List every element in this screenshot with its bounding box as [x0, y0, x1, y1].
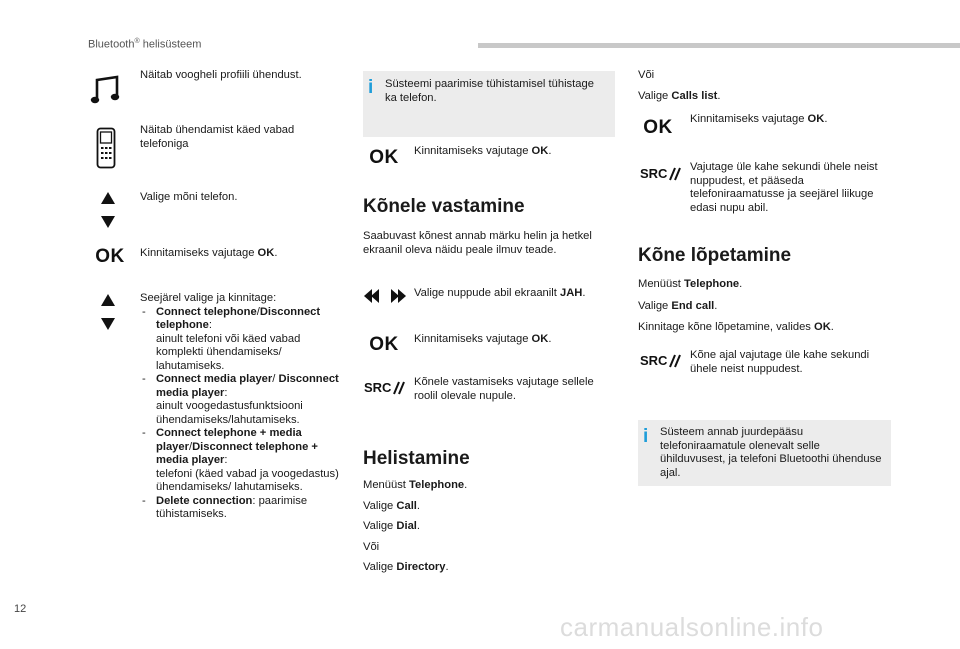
- up-down-arrows-icon: [98, 192, 118, 228]
- handsfree-text: Näitab ühendamist käed vabad telefoniga: [140, 124, 295, 150]
- ok-button-icon: OK: [95, 246, 125, 267]
- select-yes-text: Valige nuppude abil ekraanilt JAH.: [414, 287, 586, 299]
- watermark: carmanualsonline.info: [560, 612, 824, 642]
- steering-src-icon: SRC: [640, 352, 683, 368]
- calls-list-intro: Või Valige Calls list.: [638, 69, 721, 102]
- section-heading-call: Helistamine: [363, 448, 470, 469]
- answer-paragraph: Saabuvast kõnest annab märku helin ja hetkel ekraanil oleva näidu peale ilmuv teade.: [363, 230, 592, 256]
- ok-button-icon: OK: [369, 147, 399, 168]
- music-note-icon: [88, 72, 124, 108]
- up-down-arrows-icon: [98, 294, 118, 330]
- info-icon: i: [643, 426, 649, 447]
- confirm-ok-text: Kinnitamiseks vajutage OK.: [414, 333, 552, 345]
- end-call-button-text: Kõne ajal vajutage üle kahe sekundi ühele neist nuppudest.: [690, 349, 870, 375]
- ok-button-icon: OK: [369, 334, 399, 355]
- header-bar: [478, 43, 960, 48]
- steering-src-icon: SRC: [364, 379, 407, 395]
- answer-button-text: Kõnele vastamiseks vajutage sellele roolil olevale nupule.: [414, 376, 594, 402]
- steering-src-icon: SRC: [640, 165, 683, 181]
- confirm-ok-text: Kinnitamiseks vajutage OK.: [414, 145, 552, 157]
- section-heading-answer: Kõnele vastamine: [363, 196, 525, 217]
- info-note: [363, 71, 615, 137]
- select-phone-text: Valige mõni telefon.: [140, 191, 238, 203]
- connection-options: Seejärel valige ja kinnitage: - Connect telephone/Disconnect telephone: ainult telefoni või käed vabad komplekti ühendamiseks/ lahutamiseks. - Connect media player/ Disconnect media player: ainult voogedastusfunktsiooni ühendamiseks/lahutamiseks. - Connect telephone + media player/Disconnect telephone + media player: telefoni (käed vabad ja voogedastus) ühendamiseks/ lahutamiseks. - Delete connection: paarimise tühistamiseks.: [140, 292, 340, 522]
- running-header: Bluetooth® helisüsteem: [88, 38, 202, 51]
- ok-button-icon: OK: [643, 117, 673, 138]
- mobile-phone-icon: [94, 126, 118, 170]
- section-heading-end-call: Kõne lõpetamine: [638, 245, 792, 266]
- list-item: - Connect telephone + media player/Disconnect telephone + media player: telefoni (käed vabad ja voogedastus) ühendamiseks/ lahutamiseks.: [140, 427, 340, 495]
- confirm-ok-text: Kinnitamiseks vajutage OK.: [140, 247, 278, 259]
- call-instructions: Menüüst Telephone. Valige Call. Valige Dial. Või Valige Directory.: [363, 479, 468, 573]
- confirm-ok-text: Kinnitamiseks vajutage OK.: [690, 113, 828, 125]
- page-number: 12: [14, 603, 27, 615]
- left-right-arrows-icon: [364, 285, 406, 307]
- list-item: - Connect media player/ Disconnect media player: ainult voogedastusfunktsiooni ühendamiseks/lahutamiseks.: [140, 373, 340, 427]
- connection-option-list: [140, 306, 340, 522]
- end-call-instructions: Menüüst Telephone. Valige End call. Kinnitage kõne lõpetamine, valides OK.: [638, 278, 834, 333]
- info-icon: i: [368, 77, 374, 98]
- phonebook-access-text: Vajutage üle kahe sekundi ühele neist nuppudest, et pääseda telefoniraamatusse ja seejärel liikuge edasi nupu abil.: [690, 161, 878, 214]
- list-item: - Delete connection: paarimise tühistamiseks.: [140, 495, 340, 522]
- info-note: [638, 420, 891, 486]
- list-item: - Connect telephone/Disconnect telephone: ainult telefoni või käed vabad komplekti ühendamiseks/ lahutamiseks.: [140, 306, 340, 374]
- note-text: Süsteemi paarimise tühistamisel tühistage ka telefon.: [385, 78, 594, 104]
- profile-text: Näitab voogheli profiili ühendust.: [140, 69, 302, 81]
- note-text: Süsteem annab juurdepääsu telefoniraamatule olenevalt selle ühilduvusest, ja telefoni Bluetoothi ühenduse ajal.: [660, 426, 882, 479]
